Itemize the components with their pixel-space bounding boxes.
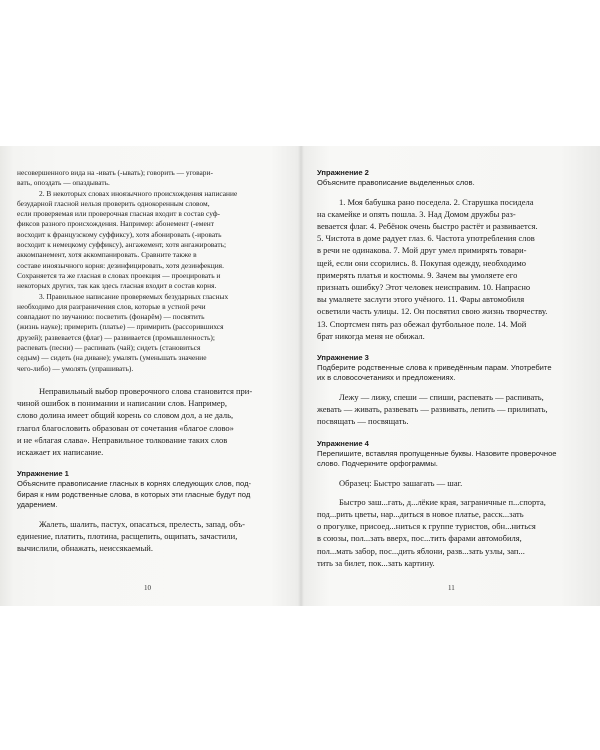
right-page <box>302 146 600 606</box>
text-line: чиной ошибок в понимании и написании слов. Например, <box>17 398 227 409</box>
text-line: в союзы, пол...зать вверх, пос...тить фарами автомобиля, <box>317 533 522 544</box>
exercise-3-task <box>317 363 585 384</box>
text-line: Сохраняется та же гласная в словах проекция — проецировать и <box>17 270 221 280</box>
text-line: безударной гласной нельзя проверить однокоренным словом, <box>17 198 210 208</box>
text-line: посвящать — посвящать. <box>317 416 409 427</box>
exercise-3-body <box>317 391 585 428</box>
text-line: 1. Моя бабушка рано поседела. 2. Старушка посидела <box>339 196 534 207</box>
left-page-text <box>17 168 281 554</box>
text-line: признать ошибку? Этот человек неисправим. 10. Напрасно <box>317 281 531 292</box>
text-line: вычислили, обнажать, неиссякаемый. <box>17 543 153 554</box>
text-line: 13. Спортсмен пять раз обежал футбольное поле. 14. Мой <box>317 318 527 329</box>
text-line: седым) — сидеть (на диване); умалять (уменьшать значение <box>17 353 207 363</box>
text-line: (жизнь науке); примерить (платье) — примирить (рассорившихся <box>17 322 224 332</box>
text-line: друзей); развевается (флаг) — развивается (промышленность); <box>17 332 215 342</box>
text-line: чего-либо) — умолять (упрашивать). <box>17 363 134 373</box>
text-line: Быстро заш...гать, д...лёкие края, заграничные п...спорта, <box>339 496 546 507</box>
exercise-4-sample <box>317 477 585 489</box>
text-line: Неправильный выбор проверочного слова становится при- <box>39 385 253 396</box>
text-line: жевать — живать, развевать — развивать, лепить — прилипать, <box>317 404 548 415</box>
text-line: 5. Чистота в доме радует глаз. 6. Частота употребления слов <box>317 233 535 244</box>
text-line: на скамейке и опять пошла. 3. Над Домом дружбы раз- <box>317 208 516 219</box>
text-line: Лежу — лижу, спеши — спиши, распевать — распивать, <box>339 391 544 402</box>
right-page-text <box>317 168 585 569</box>
exercise-1-body <box>17 518 281 555</box>
text-line: Объясните правописание гласных в корнях следующих слов, под- <box>17 479 252 489</box>
exercise-2-task: Объясните правописание выделенных слов. <box>317 178 475 187</box>
text-line: Перепишите, вставляя пропущенные буквы. Назовите проверочное <box>317 448 557 458</box>
text-line: их в словосочетаниях и предложениях. <box>317 373 456 383</box>
text-line: некоторых других, так как здесь гласная входит в состав корня. <box>17 281 217 291</box>
exercise-2-body <box>317 196 585 342</box>
text-line: слово. Подчеркните орфограммы. <box>317 459 438 469</box>
text-line: и не «благая слава». Неправильное толкование таких слов <box>17 434 228 445</box>
text-line: восходит к немецкому суффиксу), ангажемент, хотя ангажировать; <box>17 240 227 250</box>
text-line: составе иноязычного корня: дезинфицировать, хотя дезинфекция. <box>17 260 224 270</box>
text-line: распевать (песни) — распивать (чай); сидеть (становиться <box>17 343 201 353</box>
text-line: необходимо для разграничения слов, которые в устной речи <box>17 301 206 311</box>
text-line: тить за билет, пок...зать картину. <box>317 557 435 568</box>
exercise-4-heading: Упражнение 4 <box>317 438 369 448</box>
text-line: о прогулке, присоед...ниться к группе туристов, обн...ниться <box>317 521 536 532</box>
exercise-1-heading: Упражнение 1 <box>17 469 69 479</box>
exercise-1-task <box>17 479 281 511</box>
text-line: под...рить цветы, нар...диться в новое платье, расск...зать <box>317 508 524 519</box>
page-number: 10 <box>144 584 151 592</box>
text-line: совпадают по звучанию: посветить (фонарём) — посвятить <box>17 312 205 322</box>
book-spread <box>0 146 600 606</box>
left-page <box>0 146 300 606</box>
text-line: щей, если они ссорились. 8. Покупая одежду, необходимо <box>317 257 527 268</box>
text-line: глагол благословить образован от сочетания «благое слово» <box>17 422 234 433</box>
text-line: примерять платья и костюмы. 9. Зачем вы умоляете его <box>317 269 518 280</box>
exercise-3-heading: Упражнение 3 <box>317 352 369 362</box>
text-line: 3. Правильное написание проверяемых безударных гласных <box>39 291 229 301</box>
text-line: 2. В некоторых словах иноязычного происхождения написание <box>39 188 238 198</box>
text-line: бирая к ним родственные слова, в которых эти гласные будут под <box>17 489 251 499</box>
text-line: фиксов разного происхождения. Например: абонемент (-емент <box>17 219 214 229</box>
text-line: если проверяемая или проверочная гласная входит в состав суф- <box>17 209 220 219</box>
text-line: вевается флаг. 4. Ребёнок очень быстро растёт и развивается. <box>317 220 538 231</box>
exercise-4-body <box>317 496 585 569</box>
text-line: вы умаляете заслуги этого учёного. 11. Фары автомобиля <box>317 294 525 305</box>
text-line: аккомпанемент, хотя аккомпанировать. Сравните также в <box>17 250 197 260</box>
left-paragraph-errors <box>17 385 281 458</box>
text-line: несовершенного вида на -ивать (-ывать); говорить — уговари- <box>17 168 213 177</box>
text-line: в речи не одинакова. 7. Мой друг умел примирять товари- <box>317 245 527 256</box>
text-line: пол...мать забор, пос...дить яблони, разв...зать узлы, зап... <box>317 545 525 556</box>
text-line: ударением. <box>17 500 58 510</box>
sample-line: Образец: Быстро зашагать — шаг. <box>339 477 463 488</box>
text-line: восходит к французскому суффиксу), хотя абонировать (-ировать <box>17 229 222 239</box>
text-line: вать, опоздать — опаздывать. <box>17 178 110 188</box>
text-line: единение, платить, плотина, расщепить, ощипать, зачастили, <box>17 530 238 541</box>
text-line: слово долина имеет общий корень со словом дол, а не даль, <box>17 410 234 421</box>
exercise-2-heading: Упражнение 2 <box>317 168 369 177</box>
left-paragraph-rules <box>17 168 281 374</box>
text-line: осветили часть улицы. 12. Он посвятил свою жизнь творчеству. <box>317 306 548 317</box>
text-line: Жалеть, шалить, пастух, опасаться, прелесть, запад, объ- <box>39 518 246 529</box>
page-number: 11 <box>448 584 455 592</box>
exercise-4-task <box>317 449 585 470</box>
text-line: искажает их написание. <box>17 446 104 457</box>
text-line: Подберите родственные слова к приведённым парам. Употребите <box>317 362 552 372</box>
text-line: брат никогда меня не обижал. <box>317 330 425 341</box>
